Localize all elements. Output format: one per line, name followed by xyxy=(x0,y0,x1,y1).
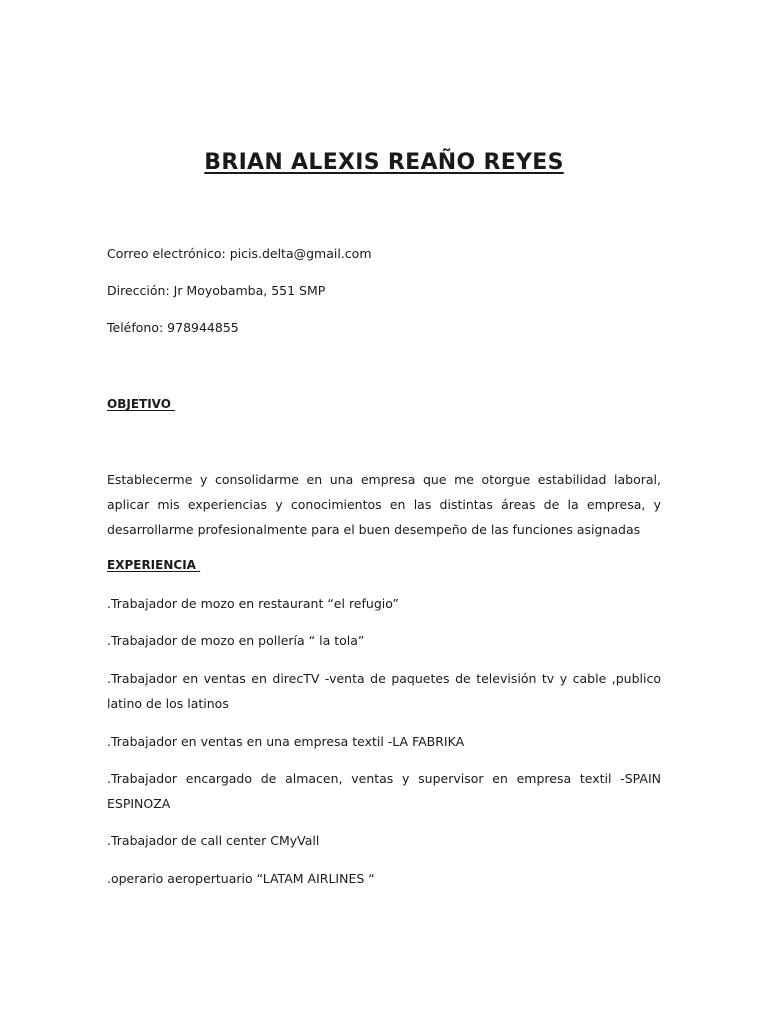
experience-item: .Trabajador de mozo en restaurant “el refugio” xyxy=(107,596,399,611)
experience-item: .Trabajador de mozo en pollería “ la tola” xyxy=(107,633,365,648)
experience-item: .Trabajador en ventas en direcTV -venta de paquetes de televisión tv y cable ,publico latino de los latinos xyxy=(107,671,661,711)
objective-heading: OBJETIVO xyxy=(107,397,176,411)
experience-item: .Trabajador de call center CMyVall xyxy=(107,833,320,848)
candidate-name: BRIAN ALEXIS REAÑO REYES xyxy=(204,150,564,175)
contact-phone: Teléfono: 978944855 xyxy=(107,320,239,335)
experience-item: .operario aeropertuario “LATAM AIRLINES “ xyxy=(107,871,375,886)
contact-email: Correo electrónico: picis.delta@gmail.com xyxy=(107,246,372,261)
experience-item: .Trabajador en ventas en una empresa textil -LA FABRIKA xyxy=(107,734,465,749)
contact-address: Dirección: Jr Moyobamba, 551 SMP xyxy=(107,283,326,298)
experience-item: .Trabajador encargado de almacen, ventas y supervisor en empresa textil -SPAIN ESPINOZA xyxy=(107,771,661,811)
objective-text: Establecerme y consolidarme en una empresa que me otorgue estabilidad laboral, aplicar mis experiencias y conocimientos en las distintas áreas de la empresa, y desarrollarme profesionalmente para el buen desempeño de las funciones asignadas xyxy=(107,472,661,537)
document-page xyxy=(107,0,661,1024)
experience-heading: EXPERIENCIA xyxy=(107,558,201,572)
